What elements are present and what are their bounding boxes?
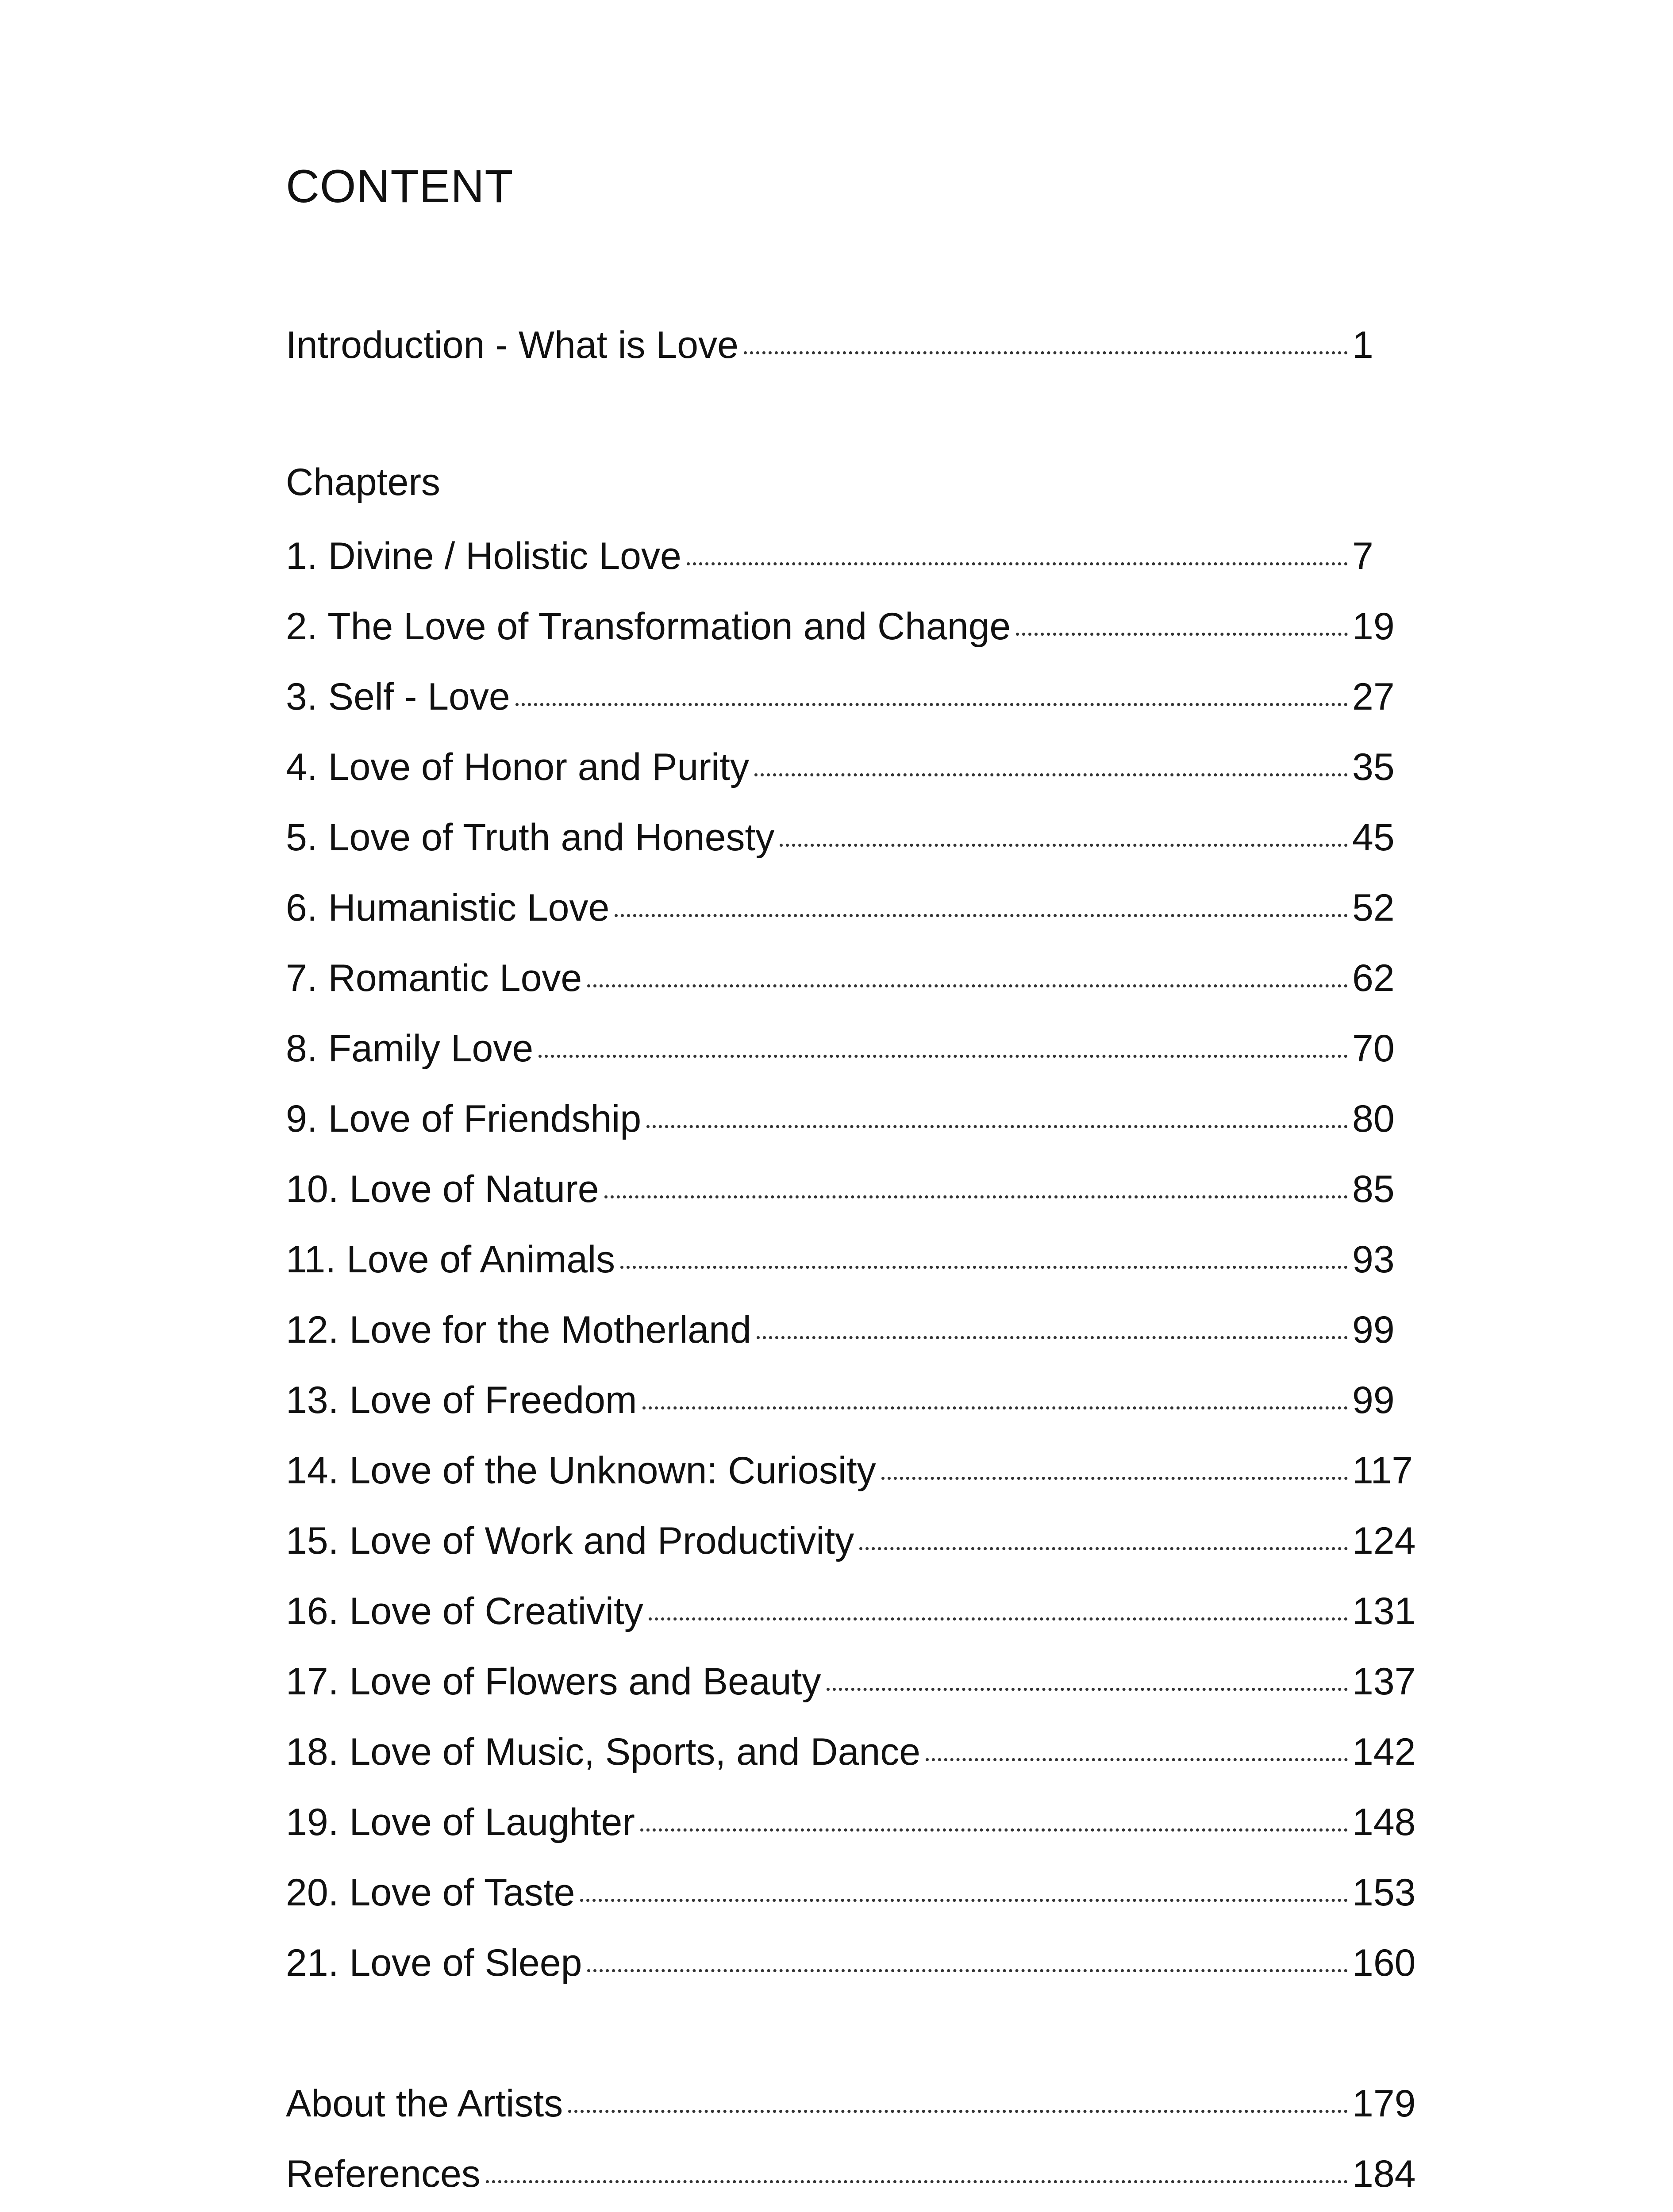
toc-page-number: 93 — [1352, 1238, 1395, 1281]
toc-entry-title: 11. Love of Animals — [286, 1238, 615, 1281]
toc-row-references — [286, 2150, 1419, 2198]
toc-page-number: 184 — [1352, 2153, 1416, 2195]
toc-entry-title: Introduction - What is Love — [286, 324, 738, 366]
toc-page-number: 99 — [1352, 1379, 1395, 1421]
toc-row-chapter-18 — [286, 1728, 1419, 1776]
toc-row-chapter-2 — [286, 602, 1419, 651]
toc-row-chapter-9 — [286, 1094, 1419, 1143]
dot-leader — [780, 844, 1348, 847]
toc-entry-title: References — [286, 2153, 481, 2195]
toc-row-chapter-14 — [286, 1446, 1419, 1495]
toc-entry-title: 20. Love of Taste — [286, 1871, 575, 1914]
toc-entry-title: 4. Love of Honor and Purity — [286, 746, 749, 788]
toc-entry-title: 12. Love for the Motherland — [286, 1309, 751, 1351]
toc-row-chapter-3 — [286, 672, 1419, 721]
dot-leader — [859, 1547, 1348, 1550]
toc-page-number: 99 — [1352, 1309, 1395, 1351]
toc-entry-title: 17. Love of Flowers and Beauty — [286, 1660, 821, 1703]
dot-leader — [646, 1125, 1348, 1128]
dot-leader — [587, 984, 1348, 987]
toc-row-chapter-12 — [286, 1306, 1419, 1354]
toc-page-number: 85 — [1352, 1168, 1395, 1210]
toc-page-number: 52 — [1352, 887, 1395, 929]
toc-entry-title: 6. Humanistic Love — [286, 887, 610, 929]
toc-entry-title: 21. Love of Sleep — [286, 1942, 582, 1984]
dot-leader — [515, 703, 1348, 706]
dot-leader — [754, 773, 1348, 776]
toc-page-number: 179 — [1352, 2082, 1416, 2125]
toc-page-number: 142 — [1352, 1731, 1416, 1773]
toc-row-chapter-1 — [286, 532, 1419, 580]
toc-entry-title: 16. Love of Creativity — [286, 1590, 643, 1632]
toc-row-chapter-21 — [286, 1939, 1419, 1987]
toc-entry-title: 7. Romantic Love — [286, 957, 582, 999]
toc-entry-title: 15. Love of Work and Productivity — [286, 1520, 854, 1562]
toc-row-chapter-16 — [286, 1587, 1419, 1636]
dot-leader — [687, 562, 1348, 565]
toc-entry-title: About the Artists — [286, 2082, 563, 2125]
toc-row-chapter-13 — [286, 1376, 1419, 1425]
toc-row-introduction — [286, 321, 1419, 369]
toc-page-number: 35 — [1352, 746, 1395, 788]
toc-row-chapter-7 — [286, 954, 1419, 1002]
toc-page-number: 124 — [1352, 1520, 1416, 1562]
toc-row-about-the-artists — [286, 2079, 1419, 2128]
toc-page-number: 27 — [1352, 676, 1395, 718]
dot-leader — [568, 2110, 1348, 2113]
dot-leader — [640, 1828, 1348, 1832]
toc-entry-title: 14. Love of the Unknown: Curiosity — [286, 1449, 876, 1492]
toc-page-number: 160 — [1352, 1942, 1416, 1984]
toc-entry-title: 19. Love of Laughter — [286, 1801, 635, 1843]
dot-leader — [580, 1899, 1348, 1902]
toc-entry-title: 9. Love of Friendship — [286, 1098, 642, 1140]
toc-row-chapter-8 — [286, 1024, 1419, 1073]
toc-row-chapter-10 — [286, 1165, 1419, 1214]
toc-entry-title: 13. Love of Freedom — [286, 1379, 637, 1421]
toc-page-number: 131 — [1352, 1590, 1416, 1632]
toc-row-chapter-6 — [286, 883, 1419, 932]
toc-page-number: 1 — [1352, 324, 1373, 366]
toc-page-number: 148 — [1352, 1801, 1416, 1843]
dot-leader — [757, 1336, 1348, 1339]
toc-page-number: 19 — [1352, 605, 1395, 648]
dot-leader — [926, 1758, 1348, 1761]
dot-leader — [642, 1406, 1348, 1409]
dot-leader — [744, 351, 1348, 354]
toc-page-number: 80 — [1352, 1098, 1395, 1140]
dot-leader — [486, 2180, 1348, 2183]
dot-leader — [538, 1055, 1348, 1058]
dot-leader — [881, 1477, 1348, 1480]
toc-entry-title: 18. Love of Music, Sports, and Dance — [286, 1731, 921, 1773]
toc-page-number: 137 — [1352, 1660, 1416, 1703]
toc-entry-title: 8. Family Love — [286, 1027, 534, 1070]
page-title: CONTENT — [286, 161, 514, 212]
toc-entry-title: 2. The Love of Transformation and Change — [286, 605, 1011, 648]
toc-page-number: 7 — [1352, 535, 1373, 577]
toc-row-chapter-17 — [286, 1657, 1419, 1706]
toc-entry-title: 10. Love of Nature — [286, 1168, 599, 1210]
dot-leader — [649, 1617, 1348, 1621]
toc-row-chapter-4 — [286, 743, 1419, 791]
toc-row-chapter-15 — [286, 1517, 1419, 1565]
dot-leader — [615, 914, 1348, 917]
toc-page-number: 45 — [1352, 816, 1395, 859]
dot-leader — [827, 1688, 1348, 1691]
toc-entry-title: 3. Self - Love — [286, 676, 510, 718]
toc-row-chapter-19 — [286, 1798, 1419, 1847]
toc-page-number: 153 — [1352, 1871, 1416, 1914]
dot-leader — [620, 1266, 1348, 1269]
toc-page-number: 70 — [1352, 1027, 1395, 1070]
chapters-heading: Chapters — [286, 461, 440, 503]
toc-page-number: 117 — [1352, 1449, 1413, 1492]
toc-row-chapter-20 — [286, 1868, 1419, 1917]
toc-entry-title: 5. Love of Truth and Honesty — [286, 816, 775, 859]
dot-leader — [587, 1969, 1348, 1972]
dot-leader — [1016, 633, 1348, 636]
toc-row-chapter-11 — [286, 1235, 1419, 1284]
toc-entry-title: 1. Divine / Holistic Love — [286, 535, 681, 577]
toc-row-chapter-5 — [286, 813, 1419, 862]
toc-page-number: 62 — [1352, 957, 1395, 999]
dot-leader — [604, 1195, 1348, 1198]
